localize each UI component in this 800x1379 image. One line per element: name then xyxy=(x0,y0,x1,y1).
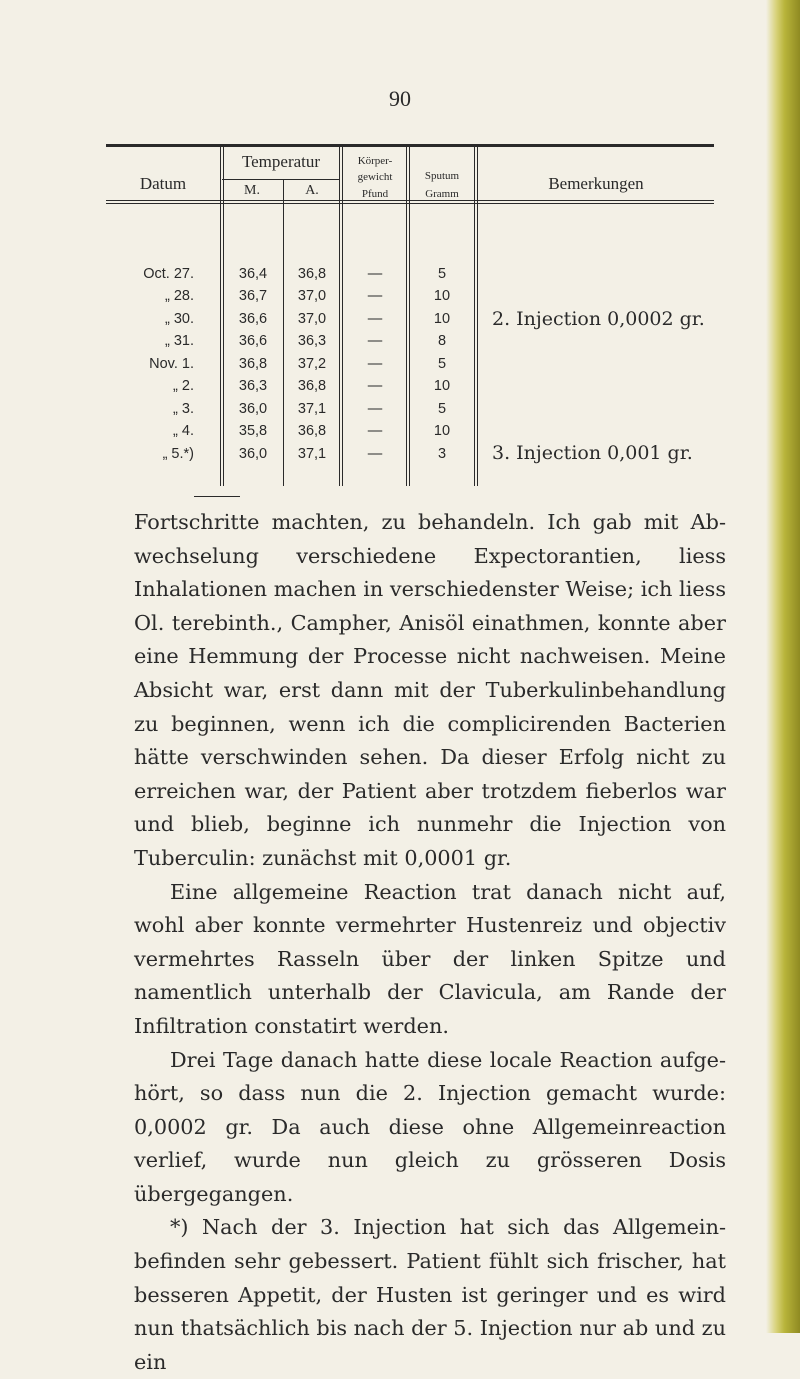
cell-date: „ 4. xyxy=(173,423,194,439)
table-top-rule xyxy=(106,144,714,147)
cell-sputum: 5 xyxy=(437,266,447,282)
cell-weight: — xyxy=(367,423,383,439)
cell-weight: — xyxy=(367,446,383,462)
temperature-table xyxy=(0,0,800,520)
cell-sputum: 5 xyxy=(437,356,447,372)
cell-temp-afternoon: 37,0 xyxy=(297,311,327,327)
cell-date: „ 31. xyxy=(164,333,194,349)
header-weight-line2: gewicht xyxy=(357,171,393,183)
table-end-rule xyxy=(194,496,240,497)
column-rule xyxy=(477,147,478,486)
cell-weight: — xyxy=(367,401,383,417)
header-morning: M. xyxy=(244,183,260,198)
paragraph: Eine allgemeine Reaction trat danach nicht auf, wohl aber konnte vermehrter Hustenreiz und objectiv vermehrtes Rasseln über der linken Spitze und namentlich unterhalb der Clavicula, am Rande der Infiltration constatirt werden. xyxy=(134,879,726,1038)
cell-temp-morning: 35,8 xyxy=(238,423,268,439)
cell-temp-afternoon: 36,8 xyxy=(297,423,327,439)
header-sputum-unit: Gramm xyxy=(425,188,459,200)
cell-temp-afternoon: 37,1 xyxy=(297,401,327,417)
body-text xyxy=(134,506,726,1379)
paragraph: Fortschritte machten, zu behandeln. Ich gab mit Ab-wechselung verschiedene Expectorantien, liess Inhalationen machen in verschiedenster Weise; ich liess Ol. terebinth., Campher, Anisöl einathmen, konnte aber eine Hemmung der Processe nicht nachweisen. Meine Absicht war, erst dann mit der Tuberkulinbehandlung zu beginnen, wenn ich die complicirenden Bacterien hätte verschwinden sehen. Da dieser Erfolg nicht zu erreichen war, der Patient aber trotzdem fieberlos war und blieb, beginne ich nunmehr die Injection von Tuberculin: zunächst mit 0,0001 gr. xyxy=(134,510,726,870)
cell-date: „ 5.*) xyxy=(162,446,194,462)
cell-date: „ 2. xyxy=(173,378,194,394)
column-rule xyxy=(220,147,221,486)
cell-temp-morning: 36,6 xyxy=(238,311,268,327)
cell-temp-morning: 36,0 xyxy=(238,446,268,462)
cell-sputum: 8 xyxy=(437,333,447,349)
cell-weight: — xyxy=(367,266,383,282)
cell-sputum: 10 xyxy=(433,423,451,439)
cell-temp-afternoon: 37,1 xyxy=(297,446,327,462)
cell-temp-afternoon: 36,3 xyxy=(297,333,327,349)
footnote: *) Nach der 3. Injection hat sich das Allgemein-befinden sehr gebessert. Patient fühlt sich frischer, hat besseren Appetit, der Husten ist geringer und es wird nun thatsächlich bis nach der 5. Injection nur ab und zu ein xyxy=(134,1215,726,1374)
cell-sputum: 5 xyxy=(437,401,447,417)
header-date: Datum xyxy=(139,174,187,193)
cell-date: Oct. 27. xyxy=(143,266,194,282)
cell-temp-morning: 36,0 xyxy=(238,401,268,417)
page-number: 90 xyxy=(389,86,411,111)
cell-temp-afternoon: 36,8 xyxy=(297,378,327,394)
cell-date: „ 30. xyxy=(164,311,194,327)
cell-temp-afternoon: 37,2 xyxy=(297,356,327,372)
cell-temp-afternoon: 37,0 xyxy=(297,288,327,304)
header-remarks: Bemerkungen xyxy=(548,174,644,193)
cell-date: „ 28. xyxy=(164,288,194,304)
cell-date: „ 3. xyxy=(173,401,194,417)
cell-weight: — xyxy=(367,333,383,349)
cell-temp-morning: 36,6 xyxy=(238,333,268,349)
header-weight-unit: Pfund xyxy=(361,188,389,200)
header-sputum: Sputum xyxy=(424,170,460,182)
header-weight-line1: Körper- xyxy=(357,155,393,167)
cell-temp-morning: 36,4 xyxy=(238,266,268,282)
cell-date: Nov. 1. xyxy=(149,356,194,372)
cell-temp-morning: 36,7 xyxy=(238,288,268,304)
cell-temp-morning: 36,3 xyxy=(238,378,268,394)
cell-weight: — xyxy=(367,378,383,394)
cell-temp-afternoon: 36,8 xyxy=(297,266,327,282)
cell-temp-morning: 36,8 xyxy=(238,356,268,372)
header-afternoon: A. xyxy=(305,183,319,198)
cell-weight: — xyxy=(367,288,383,304)
cell-sputum: 3 xyxy=(437,446,447,462)
temperature-subheader-rule xyxy=(222,179,340,180)
remark-injection-3: 3. Injection 0,001 gr. xyxy=(492,442,693,464)
cell-sputum: 10 xyxy=(433,378,451,394)
cell-sputum: 10 xyxy=(433,311,451,327)
cell-weight: — xyxy=(367,356,383,372)
header-temperature: Temperatur xyxy=(241,152,321,171)
cell-sputum: 10 xyxy=(433,288,451,304)
remark-injection-2: 2. Injection 0,0002 gr. xyxy=(492,308,705,330)
paragraph: Drei Tage danach hatte diese locale Reaction aufge-hört, so dass nun die 2. Injection gemacht wurde: 0,0002 gr. Da auch diese ohne Allgemeinreaction verlief, wurde nun gleich zu grösseren Dosis übergegangen. xyxy=(134,1047,726,1206)
header-bottom-rule-2 xyxy=(106,203,714,204)
cell-weight: — xyxy=(367,311,383,327)
